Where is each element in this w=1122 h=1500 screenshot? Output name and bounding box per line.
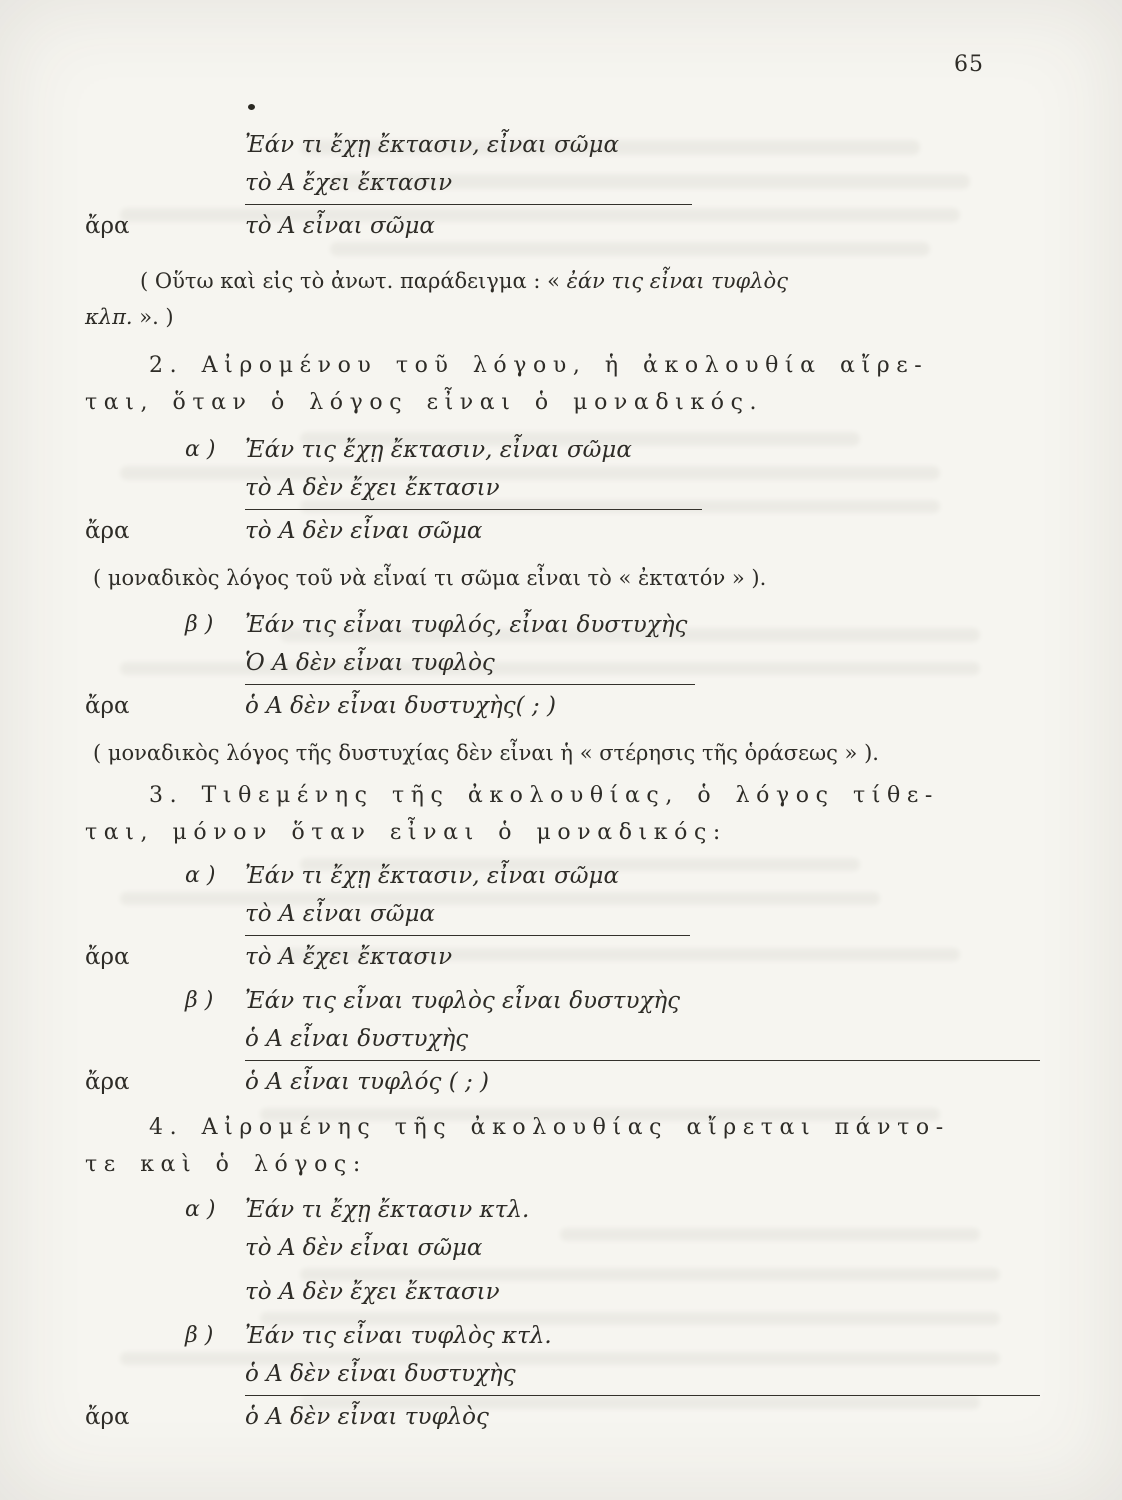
- item-label-alpha: α ): [185, 437, 216, 462]
- syllogism-line: [85, 469, 1034, 507]
- conclusion: ὁ Α δὲν εἶναι δυστυχὴς( ; ): [245, 693, 556, 719]
- heading-line-1: 2. Αἰρομένου τοῦ λόγου, ἡ ἀκολουθία αἴρε-: [149, 353, 929, 378]
- ara-label: ἄρα: [85, 944, 130, 970]
- premise-major: Ἐάν τις ἔχῃ ἔκτασιν, εἶναι σῶμα: [245, 437, 632, 463]
- heading-line-1: 4. Αἰρομένης τῆς ἀκολουθίας αἴρεται πάντο-: [149, 1115, 950, 1140]
- ara-label: ἄρα: [85, 1404, 130, 1430]
- syllogism-line: [85, 1191, 1034, 1229]
- item-label-alpha: α ): [185, 863, 216, 888]
- syllogism-line: [85, 1317, 1034, 1355]
- parenthetical-note: ( μοναδικὸς λόγος τῆς δυστυχίας δὲν εἶναι ἡ « στέρησις τῆς ὁράσεως » ).: [93, 741, 879, 765]
- section-4-heading: [85, 1109, 1034, 1183]
- syllogism-line: [85, 1398, 1034, 1436]
- note-text: ( Οὕτω καὶ εἰς τὸ ἀνωτ. παράδειγμα : «: [140, 269, 567, 293]
- ara-label: ἄρα: [85, 213, 130, 239]
- section-2-heading: [85, 347, 1034, 421]
- premise-minor: τὸ Α δὲν ἔχει ἔκτασιν: [245, 475, 500, 501]
- inference-line: [245, 204, 692, 205]
- syllogism-2b: [85, 606, 1034, 725]
- syllogism-intro: [85, 126, 1034, 245]
- page-number: 65: [954, 52, 984, 77]
- conclusion: ὁ Α εἶναι τυφλός ( ; ): [245, 1069, 490, 1095]
- note-quote: ἐάν τις εἶναι τυφλὸς: [566, 269, 788, 293]
- conclusion: τὸ Α δὲν ἔχει ἔκτασιν: [245, 1279, 500, 1305]
- premise-major: Ἐάν τι ἔχῃ ἔκτασιν κτλ.: [245, 1197, 530, 1223]
- conclusion: τὸ Α δὲν εἶναι σῶμα: [245, 518, 483, 544]
- syllogism-4b: [85, 1317, 1034, 1436]
- syllogism-line: [85, 1229, 1034, 1267]
- inference-line: [245, 935, 690, 936]
- ara-label: ἄρα: [85, 518, 130, 544]
- inference-line: [245, 1395, 1040, 1396]
- heading-line-2: τε καὶ ὁ λόγος:: [85, 1152, 367, 1177]
- item-label-alpha: α ): [185, 1197, 216, 1222]
- premise-major: Ἐάν τις εἶναι τυφλὸς εἶναι δυστυχὴς: [245, 988, 681, 1014]
- syllogism-line: [85, 1355, 1034, 1393]
- heading-line-2: ται, μόνον ὅταν εἶναι ὁ μοναδικός:: [85, 820, 727, 845]
- syllogism-line: [85, 1273, 1034, 1311]
- item-label-beta: β ): [185, 1323, 214, 1348]
- premise-minor: τὸ Α εἶναι σῶμα: [245, 901, 435, 927]
- syllogism-line: [85, 1063, 1034, 1101]
- syllogism-line: [85, 938, 1034, 976]
- premise-minor: ὁ Α εἶναι δυστυχὴς: [245, 1026, 469, 1052]
- syllogism-line: [85, 895, 1034, 933]
- syllogism-line: [85, 606, 1034, 644]
- parenthetical-note: ( μοναδικὸς λόγος τοῦ νὰ εἶναί τι σῶμα εἶναι τὸ « ἐκτατόν » ).: [93, 566, 767, 590]
- syllogism-line: [85, 207, 1034, 245]
- parenthetical-note: [85, 263, 1034, 335]
- conclusion: τὸ Α ἔχει ἔκτασιν: [245, 944, 453, 970]
- heading-line-2: ται, ὅταν ὁ λόγος εἶναι ὁ μοναδικός.: [85, 390, 764, 415]
- syllogism-line: [85, 431, 1034, 469]
- syllogism-4a: [85, 1191, 1034, 1311]
- syllogism-line: [85, 126, 1034, 164]
- premise-major: Ἐάν τι ἔχῃ ἔκτασιν, εἶναι σῶμα: [245, 863, 620, 889]
- inference-line: [245, 509, 702, 510]
- syllogism-line: [85, 857, 1034, 895]
- syllogism-line: [85, 1020, 1034, 1058]
- syllogism-3a: [85, 857, 1034, 976]
- item-label-beta: β ): [185, 988, 214, 1013]
- premise-minor: τὸ Α ἔχει ἔκτασιν: [245, 170, 453, 196]
- premise-major: Ἐάν τις εἶναι τυφλὸς κτλ.: [245, 1323, 552, 1349]
- syllogism-line: [85, 644, 1034, 682]
- section-3-heading: [85, 777, 1034, 851]
- syllogism-line: [85, 512, 1034, 550]
- syllogism-line: [85, 982, 1034, 1020]
- syllogism-3b: [85, 982, 1034, 1101]
- premise-minor: ὁ Α δὲν εἶναι δυστυχὴς: [245, 1361, 516, 1387]
- note-text-close: ». ): [132, 305, 174, 329]
- syllogism-2a: [85, 431, 1034, 550]
- conclusion: ὁ Α δὲν εἶναι τυφλὸς: [245, 1404, 489, 1430]
- inference-line: [245, 1060, 1040, 1061]
- item-label-beta: β ): [185, 612, 214, 637]
- syllogism-line: [85, 164, 1034, 202]
- inference-line: [245, 684, 695, 685]
- premise-major: Ἐάν τις εἶναι τυφλός, εἶναι δυστυχὴς: [245, 612, 688, 638]
- heading-line-1: 3. Τιθεμένης τῆς ἀκολουθίας, ὁ λόγος τίθε-: [149, 783, 939, 808]
- ara-label: ἄρα: [85, 693, 130, 719]
- premise-minor: Ὁ Α δὲν εἶναι τυφλὸς: [245, 650, 495, 676]
- premise-minor: τὸ Α δὲν εἶναι σῶμα: [245, 1235, 483, 1261]
- conclusion: τὸ Α εἶναι σῶμα: [245, 213, 435, 239]
- premise-major: Ἐάν τι ἔχῃ ἔκτασιν, εἶναι σῶμα: [245, 132, 620, 158]
- syllogism-line: [85, 687, 1034, 725]
- ara-label: ἄρα: [85, 1069, 130, 1095]
- note-quote-continuation: κλπ.: [85, 305, 133, 329]
